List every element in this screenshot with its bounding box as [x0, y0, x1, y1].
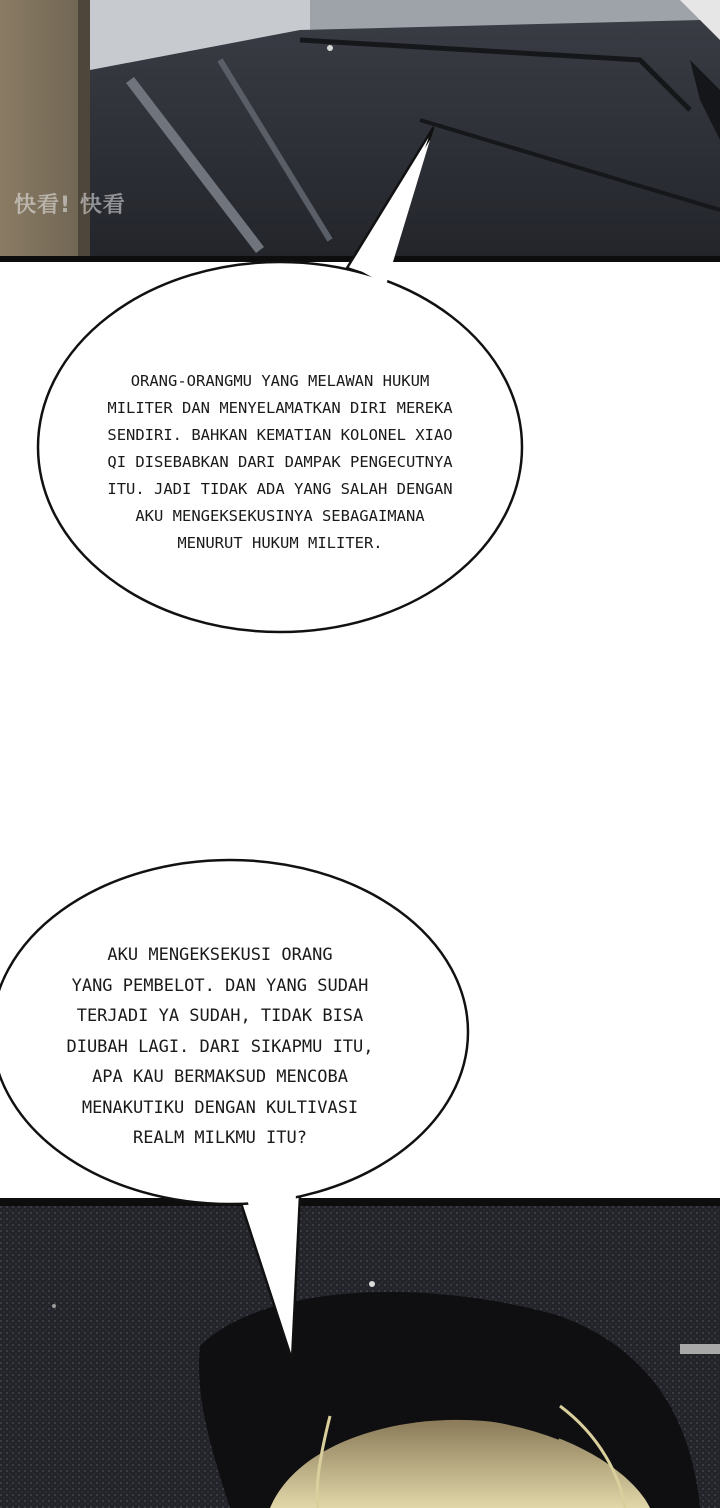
dialogue-line: REALM MILKMU ITU?	[133, 1128, 307, 1148]
dialogue-line: ORANG-ORANGMU YANG MELAWAN HUKUM	[130, 372, 430, 390]
dialogue-line: MENAKUTIKU DENGAN KULTIVASI	[81, 1097, 359, 1118]
dialogue-line: MILITER DAN MENYELAMATKAN DIRI MEREKA	[107, 399, 453, 417]
dialogue-line: AKU MENGEKSEKUSI ORANG	[107, 945, 333, 965]
dialogue-line: APA KAU BERMAKSUD MENCOBA	[92, 1067, 348, 1087]
dialogue-line: AKU MENGEKSEKUSINYA SEBAGAIMANA	[135, 507, 425, 525]
dialogue-line: ITU. JADI TIDAK ADA YANG SALAH DENGAN	[107, 480, 453, 498]
bubble-2-dialogue	[20, 940, 420, 1154]
watermark-logo: 快看! 快看	[14, 193, 126, 218]
bubble-1-dialogue	[70, 368, 490, 557]
dialogue-line: MENURUT HUKUM MILITER.	[177, 534, 383, 552]
dialogue-line: SENDIRI. BAHKAN KEMATIAN KOLONEL XIAO	[107, 426, 453, 444]
dialogue-line: TERJADI YA SUDAH, TIDAK BISA	[76, 1006, 364, 1026]
dialogue-line: QI DISEBABKAN DARI DAMPAK PENGECUTNYA	[107, 453, 453, 471]
dialogue-line: YANG PEMBELOT. DAN YANG SUDAH	[71, 975, 369, 996]
dialogue-line: DIUBAH LAGI. DARI SIKAPMU ITU,	[66, 1036, 374, 1057]
